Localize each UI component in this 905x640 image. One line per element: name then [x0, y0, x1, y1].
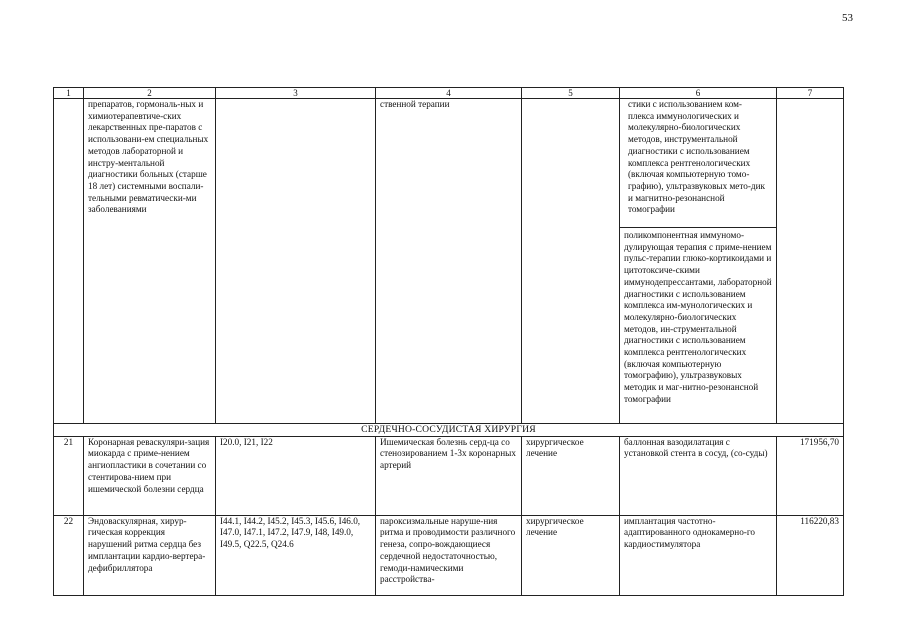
cell-model: Ишемическая болезнь серд-ца со стенозированием 1-3х коронарных артерий — [376, 436, 522, 515]
column-header: 6 — [620, 88, 777, 99]
procedures-table — [53, 87, 844, 596]
cell-method: баллонная вазодилатация с установкой стента в сосуд, (со-суды) — [620, 436, 777, 515]
cell-name: препаратов, гормональ-ных и химиотерапевтиче-ских лекарственных пре-паратов с использовани-ем специальных методов лабораторной и инстру-ментальной диагностики больных (старше 18 лет) системными воспали-тельными ревматически-ми заболеваниями — [84, 99, 216, 424]
cell-num: 21 — [54, 436, 84, 515]
cell-name: Эндоваскулярная, хирур-гическая коррекция нарушений ритма сердца без имплантации кардио-вертера-дефибриллятора — [84, 515, 216, 595]
cell-model: пароксизмальные наруше-ния ритма и проводимости различного генеза, сопро-вождающиеся сердечной недостаточностью, гемоди-намическими расстройства- — [376, 515, 522, 595]
cell-treatment: хирургическое лечение — [522, 436, 620, 515]
cell-cost: 116220,83 — [777, 515, 844, 595]
cell-method: имплантация частотно-адаптированного однокамерно-го кардиостимулятора — [620, 515, 777, 595]
column-header: 1 — [54, 88, 84, 99]
method-text: поликомпонентная иммуномо-дулирующая терапия с приме-нением пульс-терапии глюко-кортикоидами и цитотоксиче-скими иммунодепрессантами, лабораторной диагностики с использованием комплекса им-мунологических и молекулярно-биологических методов, ин-струментальной диагностики с использованием комплекса рентгенологических (включая компьютерную томографию), ультразвуковых методик и маг-нитно-резонансной томографии — [620, 227, 776, 406]
section-header-row — [54, 424, 844, 437]
cell-num — [54, 99, 84, 424]
table-row — [54, 515, 844, 595]
column-header: 5 — [522, 88, 620, 99]
cell-model: ственной терапии — [376, 99, 522, 424]
page-number: 53 — [842, 12, 853, 24]
cell-methods — [620, 99, 777, 424]
cell-codes — [216, 99, 376, 424]
column-header: 2 — [84, 88, 216, 99]
cell-cost: 171956,70 — [777, 436, 844, 515]
column-header: 3 — [216, 88, 376, 99]
continuation-row — [54, 99, 844, 424]
cell-codes: I20.0, I21, I22 — [216, 436, 376, 515]
cell-treatment — [522, 99, 620, 424]
cell-num: 22 — [54, 515, 84, 595]
cell-name: Коронарная реваскуляри-зация миокарда с приме-нением ангиопластики в сочетании со стентирова-нием при ишемической болезни сердца — [84, 436, 216, 515]
table-row — [54, 436, 844, 515]
cell-cost — [777, 99, 844, 424]
section-title: СЕРДЕЧНО-СОСУДИСТАЯ ХИРУРГИЯ — [54, 424, 844, 437]
method-text: стики с использованием ком-плекса иммунологических и молекулярно-биологических методов, инструментальной диагностики с использованием комплекса рентгенологических (включая компьютерную томо-графию), ультразвуковых мето-дик и магнитно-резонансной томографии — [628, 99, 765, 215]
cell-codes: I44.1, I44.2, I45.2, I45.3, I45.6, I46.0, I47.0, I47.1, I47.2, I47.9, I48, I49.0, I49.5, Q22.5, Q24.6 — [216, 515, 376, 595]
column-header: 4 — [376, 88, 522, 99]
cell-treatment: хирургическое лечение — [522, 515, 620, 595]
column-number-row — [54, 88, 844, 99]
column-header: 7 — [777, 88, 844, 99]
